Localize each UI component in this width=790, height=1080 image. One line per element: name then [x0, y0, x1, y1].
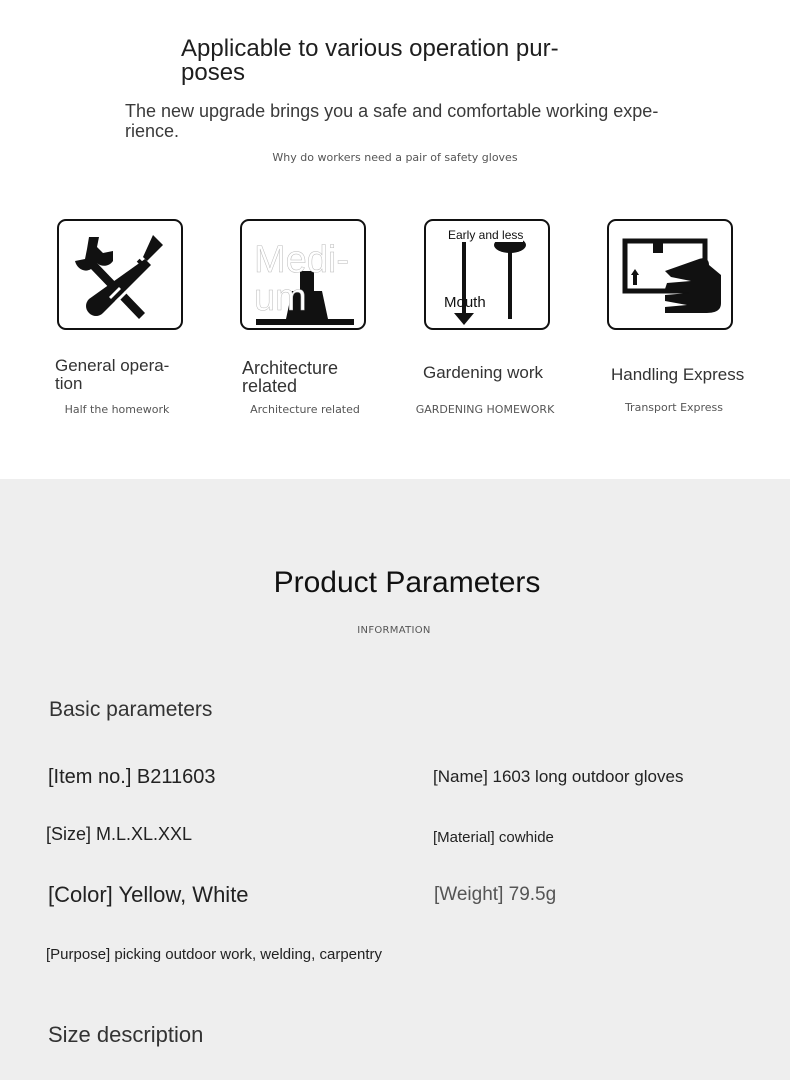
category-sub-architecture: Architecture related	[250, 403, 360, 416]
building-icon-overlay: Medi- um	[254, 239, 350, 319]
category-label-architecture: Architecture related	[242, 358, 339, 396]
hand-box-icon	[607, 219, 733, 330]
category-label-gardening: Gardening work	[423, 363, 544, 382]
param-name: [Name] 1603 long outdoor gloves	[433, 767, 684, 786]
basic-parameters-heading: Basic parameters	[49, 698, 213, 721]
param-weight: [Weight] 79.5g	[434, 884, 557, 905]
category-sub-general: Half the homework	[64, 403, 170, 416]
param-item-no: [Item no.] B211603	[48, 766, 216, 788]
usage-section	[0, 0, 790, 479]
parameters-subtitle: INFORMATION	[357, 625, 431, 636]
param-material: [Material] cowhide	[433, 829, 554, 846]
category-sub-gardening: GARDENING HOMEWORK	[415, 403, 555, 416]
garden-tools-overlay-top: Early and less	[448, 228, 524, 242]
garden-tools-overlay-bottom: Mouth	[444, 294, 486, 311]
param-purpose: [Purpose] picking outdoor work, welding, carpentry	[46, 946, 383, 963]
param-color: [Color] Yellow, White	[48, 882, 249, 907]
size-description-heading: Size description	[48, 1022, 204, 1047]
usage-title: Applicable to various operation pur- poses	[181, 35, 559, 86]
category-label-handling: Handling Express	[611, 365, 745, 384]
wrench-screwdriver-icon	[57, 219, 183, 330]
category-label-general: General opera- tion	[55, 356, 170, 393]
usage-caption: Why do workers need a pair of safety gloves	[272, 151, 518, 164]
category-sub-handling: Transport Express	[624, 401, 724, 414]
usage-subtitle: The new upgrade brings you a safe and comfortable working expe- rience.	[125, 101, 659, 141]
parameters-title: Product Parameters	[273, 566, 541, 599]
param-size: [Size] M.L.XL.XXL	[46, 824, 193, 844]
garden-tools-icon	[424, 219, 550, 330]
building-icon	[240, 219, 366, 330]
